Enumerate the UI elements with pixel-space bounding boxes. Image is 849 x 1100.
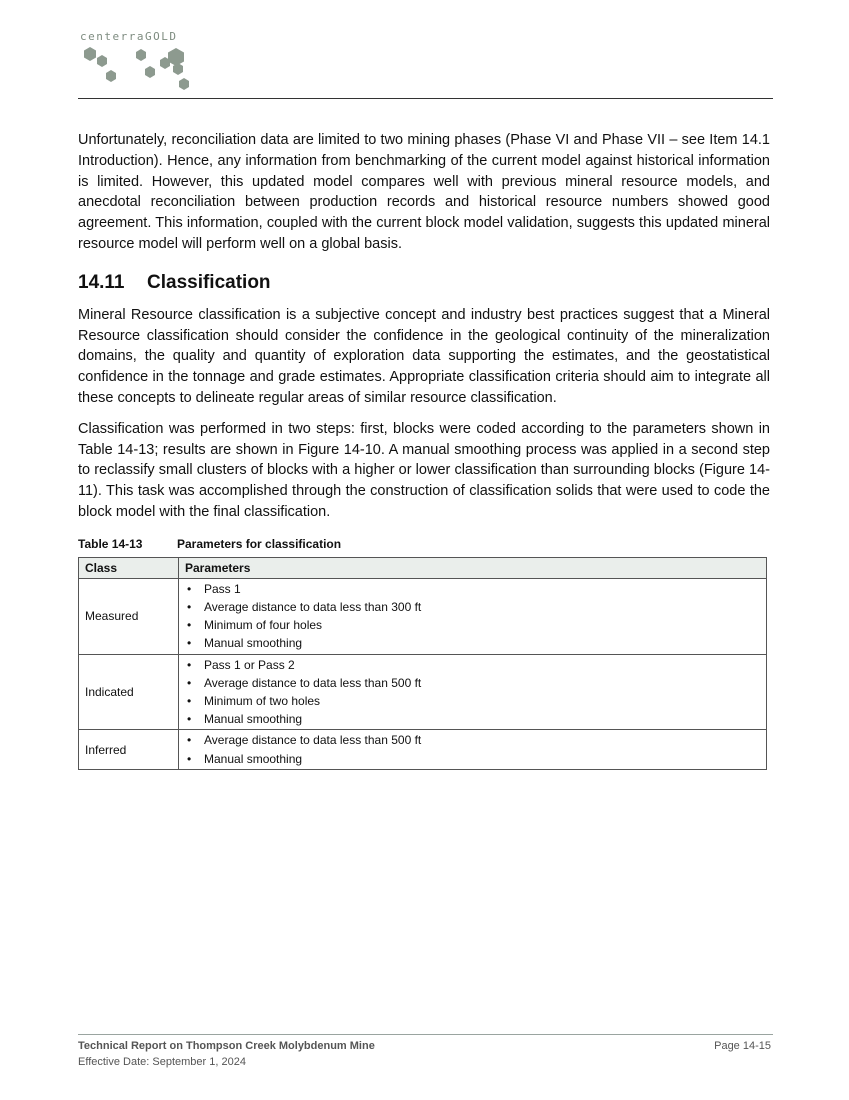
parameter-list (185, 656, 760, 729)
table-caption-title: Parameters for classification (177, 536, 342, 551)
table-cell-parameters (179, 730, 767, 769)
footer-divider (78, 1034, 773, 1035)
paragraph-reconciliation: Unfortunately, reconciliation data are limited to two mining phases (Phase VI and Phase VII – see Item 14.1 Introduction). Hence, any information from benchmarking of the current model against historical information is limited. However, this updated model compares well with previous mineral resource models, and anecdotal reconciliation between production records and historical resource numbers showed good agreement. This information, coupled with the current block model validation, suggests this updated mineral resource model will perform well on a global basis. (78, 132, 770, 252)
footer-report-title: Technical Report on Thompson Creek Molybdenum Mine (78, 1040, 375, 1052)
parameter-list (185, 731, 760, 767)
table-cell-class: Indicated (79, 654, 179, 730)
section-heading (78, 271, 770, 295)
parameter-item: • Manual smoothing (185, 710, 760, 728)
parameter-item: • Minimum of two holes (185, 692, 760, 710)
section-number: 14.11 (78, 271, 125, 293)
parameter-item: • Average distance to data less than 500 ft (185, 674, 760, 692)
company-logo-text: centerraGOLD (80, 30, 178, 43)
table-caption-number: Table 14-13 (78, 536, 143, 551)
parameter-list (185, 580, 760, 653)
page-content (78, 130, 770, 770)
table-caption (78, 537, 770, 551)
table-cell-class: Inferred (79, 730, 179, 769)
table-row (79, 578, 767, 654)
paragraph-classification-steps: Classification was performed in two steps: first, blocks were coded according to the parameters shown in Table 14-13; results are shown in Figure 14-10. A manual smoothing process was applied in a second step to reclassify small clusters of blocks with a higher or lower classification than surrounding blocks (Figure 14-11). This task was accomplished through the construction of classification solids that were used to code the block model with the final classification. (78, 420, 770, 520)
table-header-row (79, 557, 767, 578)
table-row (79, 730, 767, 769)
company-logo-hexagons-icon (80, 44, 195, 94)
table-cell-parameters (179, 654, 767, 730)
section-title: Classification (147, 271, 271, 293)
header-divider (78, 98, 773, 99)
table-header-parameters: Parameters (179, 557, 767, 578)
table-cell-parameters (179, 578, 767, 654)
parameter-item: • Minimum of four holes (185, 616, 760, 634)
parameter-item: • Manual smoothing (185, 750, 760, 768)
parameter-item: • Average distance to data less than 300 ft (185, 598, 760, 616)
parameter-item: • Manual smoothing (185, 634, 760, 652)
table-row (79, 654, 767, 730)
footer-page-number: Page 14-15 (714, 1040, 771, 1052)
classification-parameters-table (78, 557, 767, 770)
paragraph-classification-concept: Mineral Resource classification is a subjective concept and industry best practices suggest that a Mineral Resource classification should consider the confidence in the geological continuity of the mineralization domains, the quality and quantity of exploration data supporting the estimates, and the geostatistical confidence in the tonnage and grade estimates. Appropriate classification criteria should aim to integrate all these concepts to delineate regular areas of similar resource classification. (78, 306, 770, 406)
table-cell-class: Measured (79, 578, 179, 654)
table-header-class: Class (79, 557, 179, 578)
footer-effective-date: Effective Date: September 1, 2024 (78, 1056, 246, 1068)
parameter-item: • Pass 1 (185, 580, 760, 598)
parameter-item: • Pass 1 or Pass 2 (185, 656, 760, 674)
parameter-item: • Average distance to data less than 500 ft (185, 731, 760, 749)
